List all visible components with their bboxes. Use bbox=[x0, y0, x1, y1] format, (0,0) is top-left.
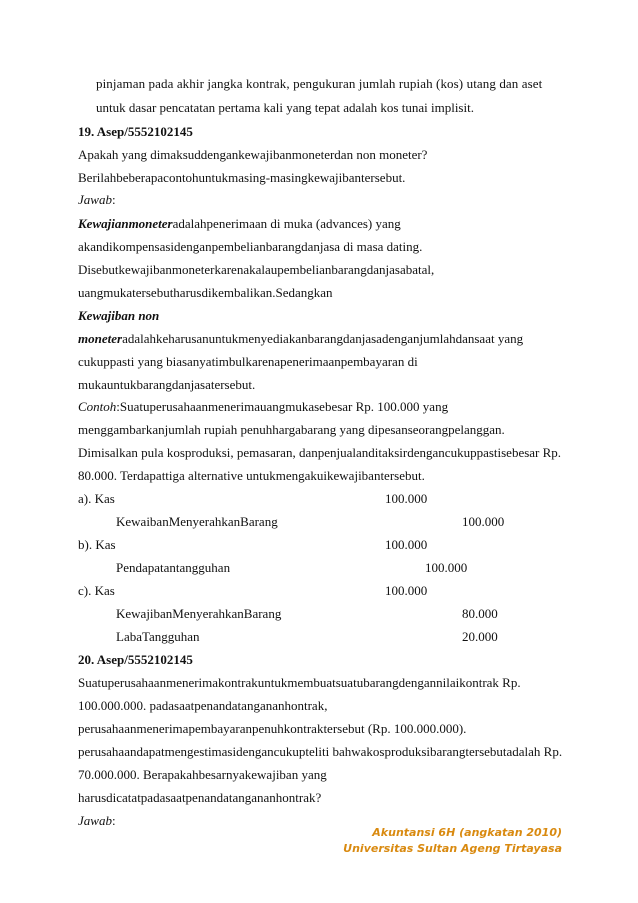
journal-label: KewaibanMenyerahkanBarang bbox=[116, 514, 278, 529]
paragraph-line: mukauntukbarangdanjasatersebut. bbox=[78, 377, 256, 392]
term-kewajiban-moneter: Kewajianmoneter bbox=[78, 216, 173, 231]
paragraph-line: menggambarkanjumlah rupiah penuhhargabarang yang dipesanseorangpelanggan. bbox=[78, 422, 505, 437]
question-20-line: harusdicatatpadasaatpenandatangananhontrak? bbox=[78, 790, 322, 805]
paragraph-line: akandikompensasidenganpembelianbarangdanjasa di masa dating. bbox=[78, 239, 423, 254]
paragraph-line: Dimisalkan pula kosproduksi, pemasaran, danpenjualanditaksirdengancukuppastisebesar Rp. bbox=[78, 445, 562, 460]
question-20-line: perusahaanmenerimapembayaranpenuhkontraktersebut (Rp. 100.000.000). bbox=[78, 721, 467, 736]
journal-label: KewajibanMenyerahkanBarang bbox=[116, 606, 282, 621]
journal-debit: 100.000 bbox=[385, 491, 428, 506]
question-20-line: Suatuperusahaanmenerimakontrakuntukmembuatsuatubarangdengannilaikontrak Rp. bbox=[78, 675, 521, 690]
definition-non-moneter: moneteradalahkeharusanuntukmenyediakanbarangdanjasadenganjumlahdansaat yang bbox=[78, 331, 524, 346]
term-kewajiban-non: Kewajiban non bbox=[78, 308, 160, 323]
text: untuk dasar pencatatan pertama kali yang tepat adalah kos tunai implisit. bbox=[96, 100, 474, 115]
journal-label: Pendapatantangguhan bbox=[116, 560, 231, 575]
paragraph-line: cukuppasti yang biasanyatimbulkarenapenerimaanpembayaran di bbox=[78, 354, 418, 369]
paragraph-line: Disebutkewajibanmoneterkarenakalaupembelianbarangdanjasabatal, bbox=[78, 262, 435, 277]
question-19-title: 19. Asep/5552102145 bbox=[78, 124, 193, 139]
answer-label: Jawab: bbox=[78, 192, 116, 207]
journal-label: a). Kas bbox=[78, 491, 115, 506]
journal-label: c). Kas bbox=[78, 583, 115, 598]
journal-credit: 20.000 bbox=[462, 629, 498, 644]
journal-label: LabaTangguhan bbox=[116, 629, 200, 644]
text: pinjaman pada akhir jangka kontrak, pengukuran jumlah rupiah (kos) utang dan aset bbox=[96, 76, 543, 91]
question-20-line: 70.000.000. Berapakahbesarnyakewajiban yang bbox=[78, 767, 327, 782]
paragraph-line: 80.000. Terdapattiga alternative untukmengakuikewajibantersebut. bbox=[78, 468, 425, 483]
paragraph-line bbox=[96, 100, 474, 116]
journal-label: b). Kas bbox=[78, 537, 116, 552]
question-19-line: Berilahbeberapacontohuntukmasing-masingkewajibantersebut. bbox=[78, 170, 406, 185]
journal-debit: 100.000 bbox=[385, 537, 428, 552]
definition-moneter: Kewajianmoneteradalahpenerimaan di muka (advances) yang bbox=[78, 216, 401, 231]
journal-debit: 100.000 bbox=[385, 583, 428, 598]
footer-university: Universitas Sultan Ageng Tirtayasa bbox=[343, 842, 562, 855]
journal-credit: 80.000 bbox=[462, 606, 498, 621]
example-line: Contoh:Suatuperusahaanmenerimauangmukasebesar Rp. 100.000 yang bbox=[78, 399, 449, 414]
question-20-title: 20. Asep/5552102145 bbox=[78, 652, 193, 667]
paragraph-line bbox=[96, 76, 542, 92]
paragraph-line: uangmukatersebutharusdikembalikan.Sedangkan bbox=[78, 285, 333, 300]
question-19-line: Apakah yang dimaksuddengankewajibanmoneterdan non moneter? bbox=[78, 147, 428, 162]
journal-credit: 100.000 bbox=[425, 560, 468, 575]
footer-course: Akuntansi 6H (angkatan 2010) bbox=[372, 826, 562, 839]
question-20-line: 100.000.000. padasaatpenandatangananhontrak, bbox=[78, 698, 328, 713]
journal-credit: 100.000 bbox=[462, 514, 505, 529]
answer-label: Jawab: bbox=[78, 813, 116, 828]
term-moneter: moneter bbox=[78, 331, 123, 346]
question-20-line: perusahaandapatmengestimasidengancukupteliti bahwakosproduksibarangtersebutadalah Rp. bbox=[78, 744, 563, 759]
term-contoh: Contoh bbox=[78, 399, 117, 414]
